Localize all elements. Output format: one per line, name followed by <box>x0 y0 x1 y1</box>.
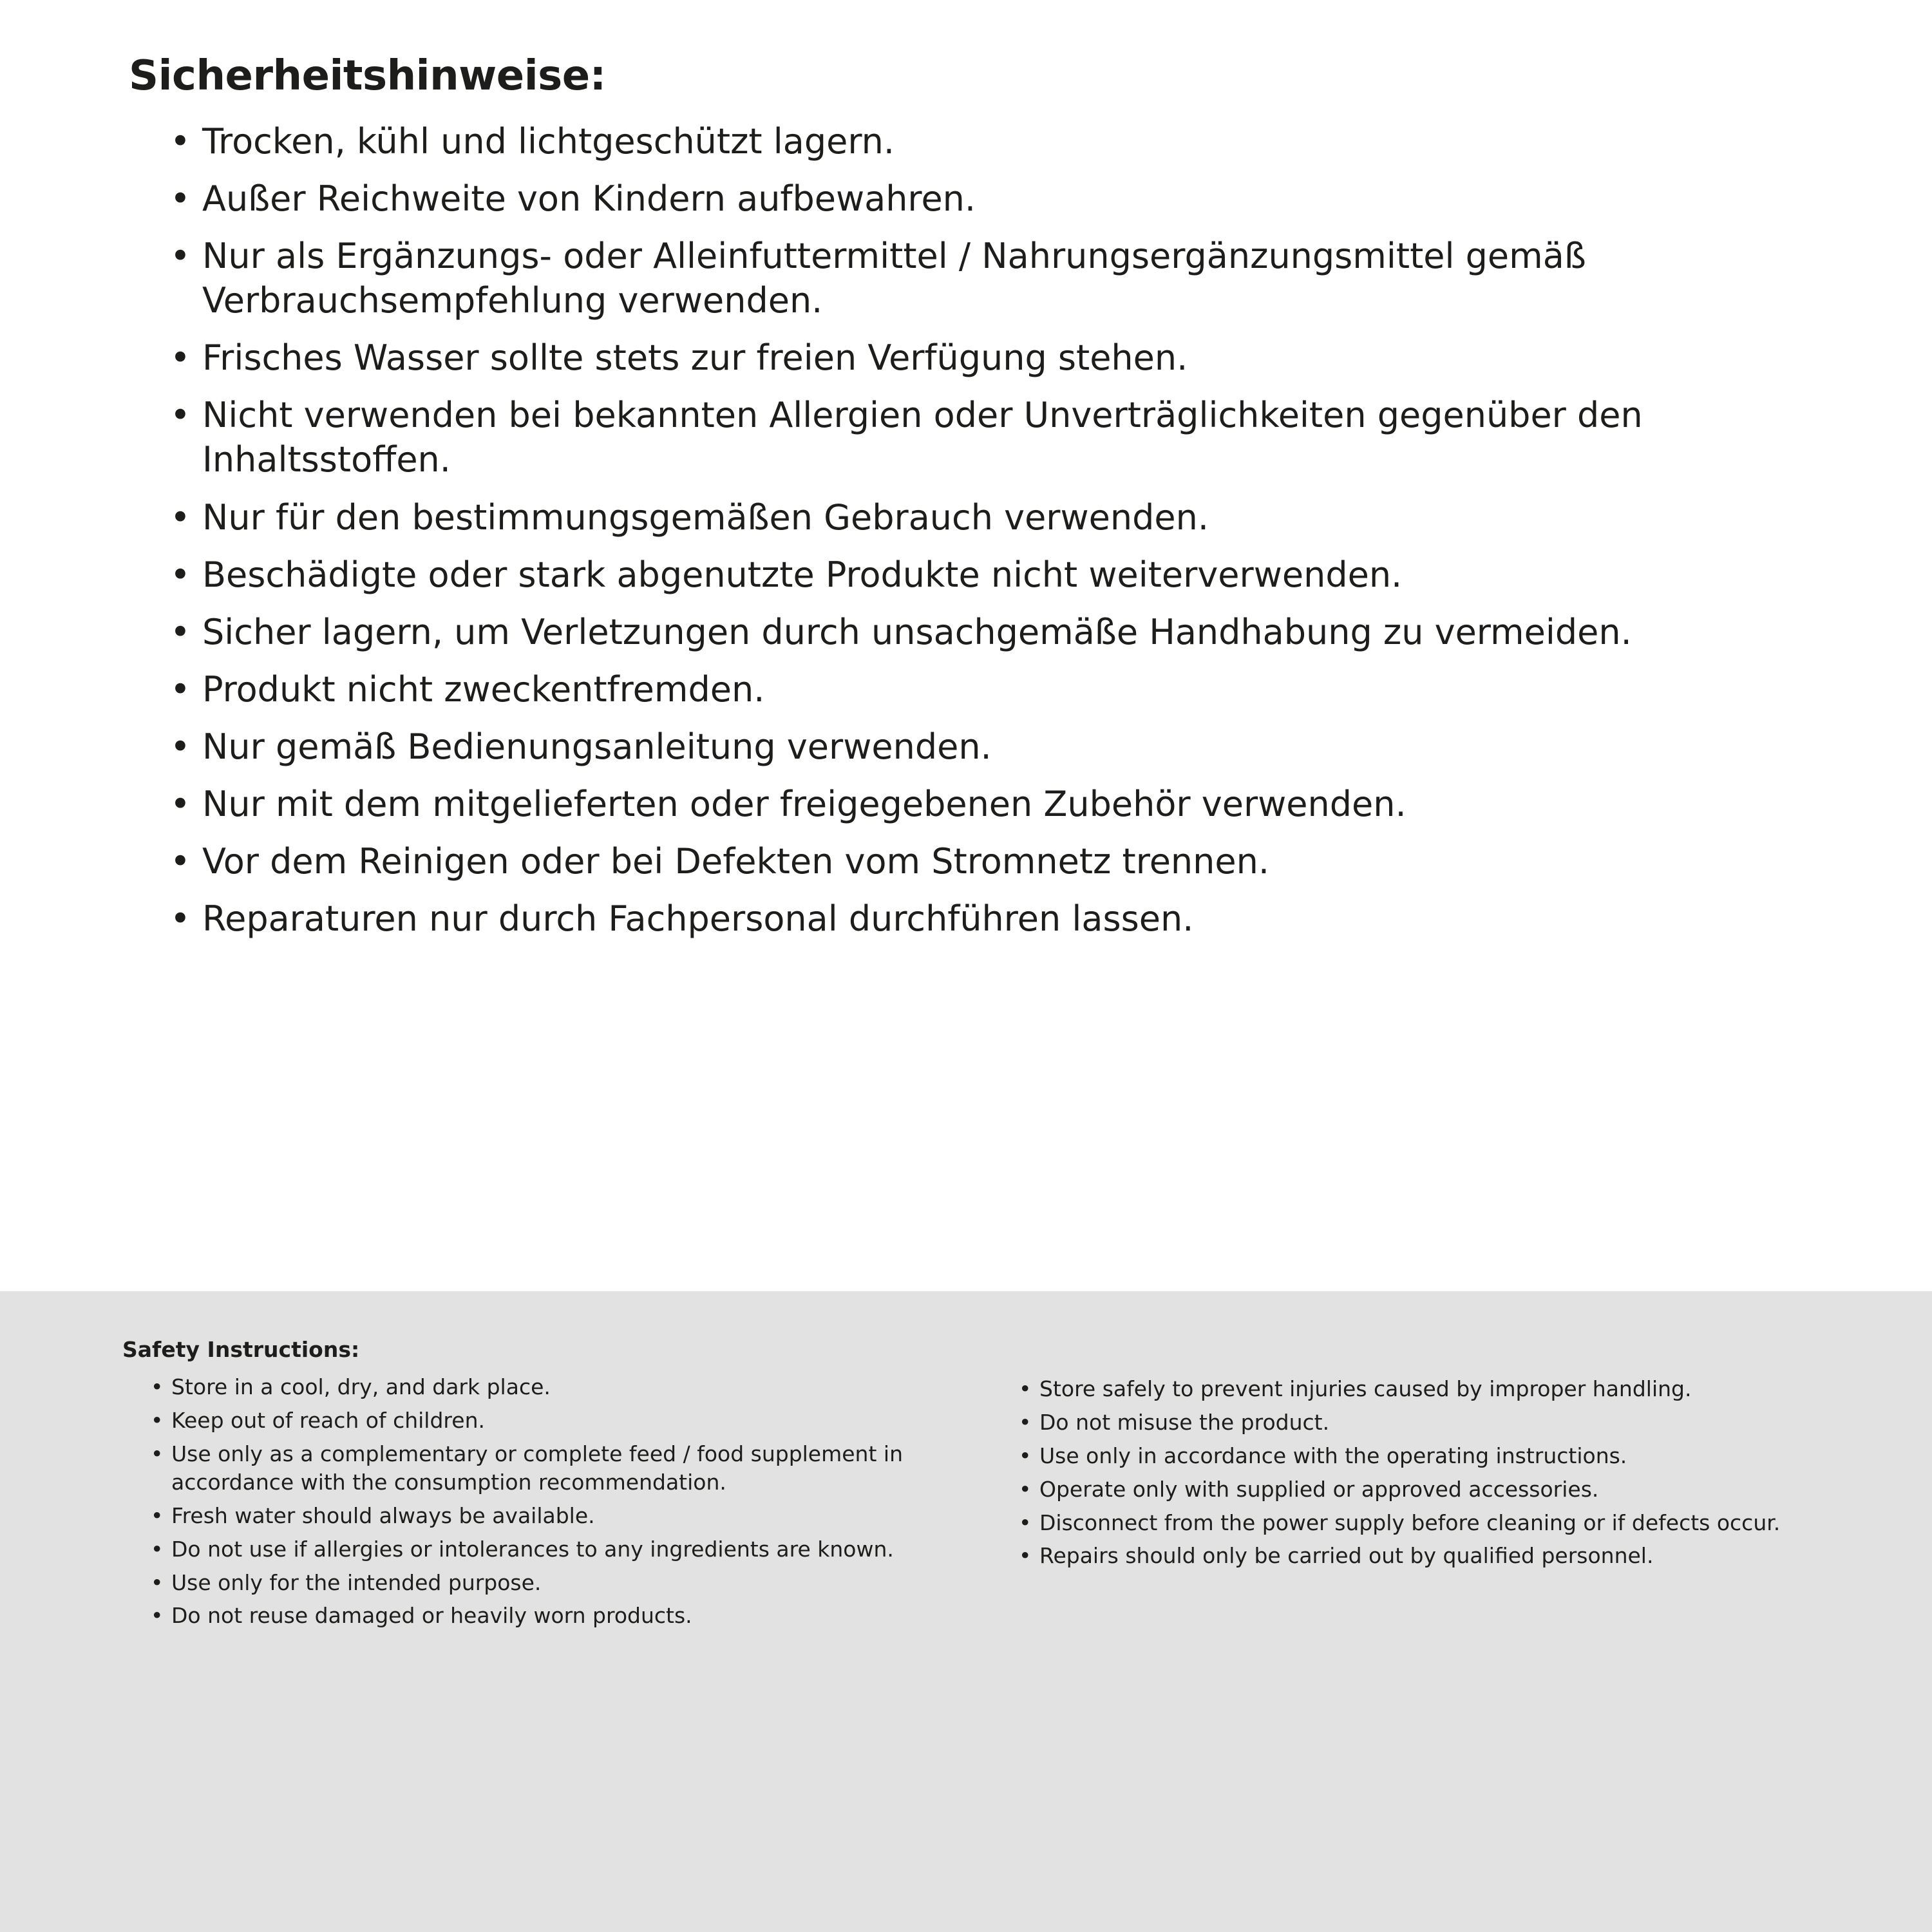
english-list-item-text: Use only for the intended purpose. <box>171 1569 542 1595</box>
english-section-title: Safety Instructions: <box>122 1337 360 1362</box>
bullet-icon: • <box>170 497 191 538</box>
german-list-item-text: Nicht verwenden bei bekannten Allergien oder Unverträglichkeiten gegenüber den Inhaltsstoffen. <box>202 395 1643 480</box>
english-list-item-text: Repairs should only be carried out by qualified personnel. <box>1039 1543 1654 1569</box>
english-list-item <box>149 1406 998 1435</box>
german-list-item-text: Trocken, kühl und lichtgeschützt lagern. <box>202 120 895 162</box>
english-list-item-text: Do not misuse the product. <box>1039 1409 1330 1435</box>
english-list-item-text: Keep out of reach of children. <box>171 1408 485 1434</box>
bullet-icon: • <box>170 337 191 379</box>
german-list-item <box>166 553 1835 597</box>
german-list-item <box>166 667 1835 712</box>
english-list-item <box>1018 1442 1874 1470</box>
german-list-item <box>166 724 1835 769</box>
bullet-icon: • <box>170 726 191 767</box>
bullet-icon: • <box>1019 1543 1032 1569</box>
english-list-item-text: Disconnect from the power supply before cleaning or if defects occur. <box>1039 1510 1781 1535</box>
bullet-icon: • <box>151 1603 164 1629</box>
bullet-icon: • <box>170 178 191 219</box>
english-list-item-text: Operate only with supplied or approved accessories. <box>1039 1476 1599 1502</box>
german-list-item-text: Nur als Ergänzungs- oder Alleinfuttermittel / Nahrungsergänzungsmittel gemäß Verbrauchsempfehlung verwenden. <box>202 236 1586 321</box>
bullet-icon: • <box>170 236 191 277</box>
german-list-item-text: Nur mit dem mitgelieferten oder freigegebenen Zubehör verwenden. <box>202 784 1406 825</box>
bullet-icon: • <box>1019 1476 1032 1502</box>
english-list-item-text: Store in a cool, dry, and dark place. <box>171 1374 551 1400</box>
german-list-item-text: Frisches Wasser sollte stets zur freien Verfügung stehen. <box>202 337 1188 379</box>
german-list-item-text: Außer Reichweite von Kindern aufbewahren. <box>202 178 976 219</box>
english-list-item-text: Fresh water should always be available. <box>171 1502 595 1528</box>
bullet-icon: • <box>170 841 191 882</box>
german-list-item <box>166 839 1835 884</box>
english-list-item <box>149 1569 998 1597</box>
german-list-item-text: Produkt nicht zweckentfremden. <box>202 668 765 710</box>
german-list-item-text: Beschädigte oder stark abgenutzte Produkte nicht weiterverwenden. <box>202 554 1403 595</box>
english-list-item-text: Do not use if allergies or intolerances to any ingredients are known. <box>171 1536 894 1562</box>
english-list-item <box>149 1602 998 1630</box>
bullet-icon: • <box>151 1408 164 1434</box>
bullet-icon: • <box>170 784 191 825</box>
german-section-title: Sicherheitshinweise: <box>129 52 606 100</box>
german-list-item <box>166 119 1835 164</box>
bullet-icon: • <box>151 1374 164 1400</box>
bullet-icon: • <box>170 120 191 162</box>
bullet-icon: • <box>151 1441 164 1466</box>
bullet-icon: • <box>170 668 191 710</box>
english-list-item <box>149 1373 998 1401</box>
bullet-icon: • <box>1019 1443 1032 1468</box>
english-list-item-text: Do not reuse damaged or heavily worn products. <box>171 1603 692 1629</box>
bullet-icon: • <box>170 554 191 595</box>
german-list-item-text: Reparaturen nur durch Fachpersonal durchführen lassen. <box>202 898 1194 940</box>
german-list-item <box>166 610 1835 654</box>
bullet-icon: • <box>1019 1376 1032 1401</box>
bullet-icon: • <box>1019 1409 1032 1435</box>
german-list-item <box>166 782 1835 826</box>
german-list-item <box>166 896 1835 941</box>
english-list-item <box>1018 1475 1874 1504</box>
english-column-left <box>122 1336 1018 1635</box>
bullet-icon: • <box>151 1502 164 1528</box>
english-list-item <box>1018 1408 1874 1437</box>
english-list-item-text: Use only in accordance with the operating instructions. <box>1039 1443 1627 1468</box>
english-list-item <box>1018 1542 1874 1570</box>
bullet-icon: • <box>170 395 191 436</box>
german-safety-list <box>129 119 1835 942</box>
german-list-item <box>166 336 1835 380</box>
english-column-right <box>1018 1336 1874 1575</box>
german-list-item-text: Vor dem Reinigen oder bei Defekten vom Stromnetz trennen. <box>202 841 1269 882</box>
german-list-item <box>166 495 1835 540</box>
german-list-item <box>166 234 1835 323</box>
german-list-item <box>166 176 1835 221</box>
english-safety-section <box>0 1291 1932 1932</box>
bullet-icon: • <box>170 611 191 652</box>
bullet-icon: • <box>151 1569 164 1595</box>
english-list-item-text: Use only as a complementary or complete feed / food supplement in accordance with the consumption recommendation. <box>171 1441 903 1495</box>
german-list-item <box>166 393 1835 482</box>
german-list-item-text: Sicher lagern, um Verletzungen durch unsachgemäße Handhabung zu vermeiden. <box>202 611 1632 652</box>
bullet-icon: • <box>170 898 191 940</box>
english-list-item <box>149 1440 998 1497</box>
english-list-item <box>1018 1375 1874 1403</box>
english-safety-list-left <box>122 1373 998 1630</box>
german-list-item-text: Nur für den bestimmungsgemäßen Gebrauch verwenden. <box>202 497 1209 538</box>
english-safety-list-right <box>1018 1375 1874 1570</box>
german-list-item-text: Nur gemäß Bedienungsanleitung verwenden. <box>202 726 992 767</box>
bullet-icon: • <box>1019 1510 1032 1535</box>
english-list-item-text: Store safely to prevent injuries caused by improper handling. <box>1039 1376 1692 1401</box>
english-list-item <box>149 1502 998 1530</box>
english-list-item <box>1018 1509 1874 1537</box>
english-list-item <box>149 1535 998 1564</box>
bullet-icon: • <box>151 1536 164 1562</box>
